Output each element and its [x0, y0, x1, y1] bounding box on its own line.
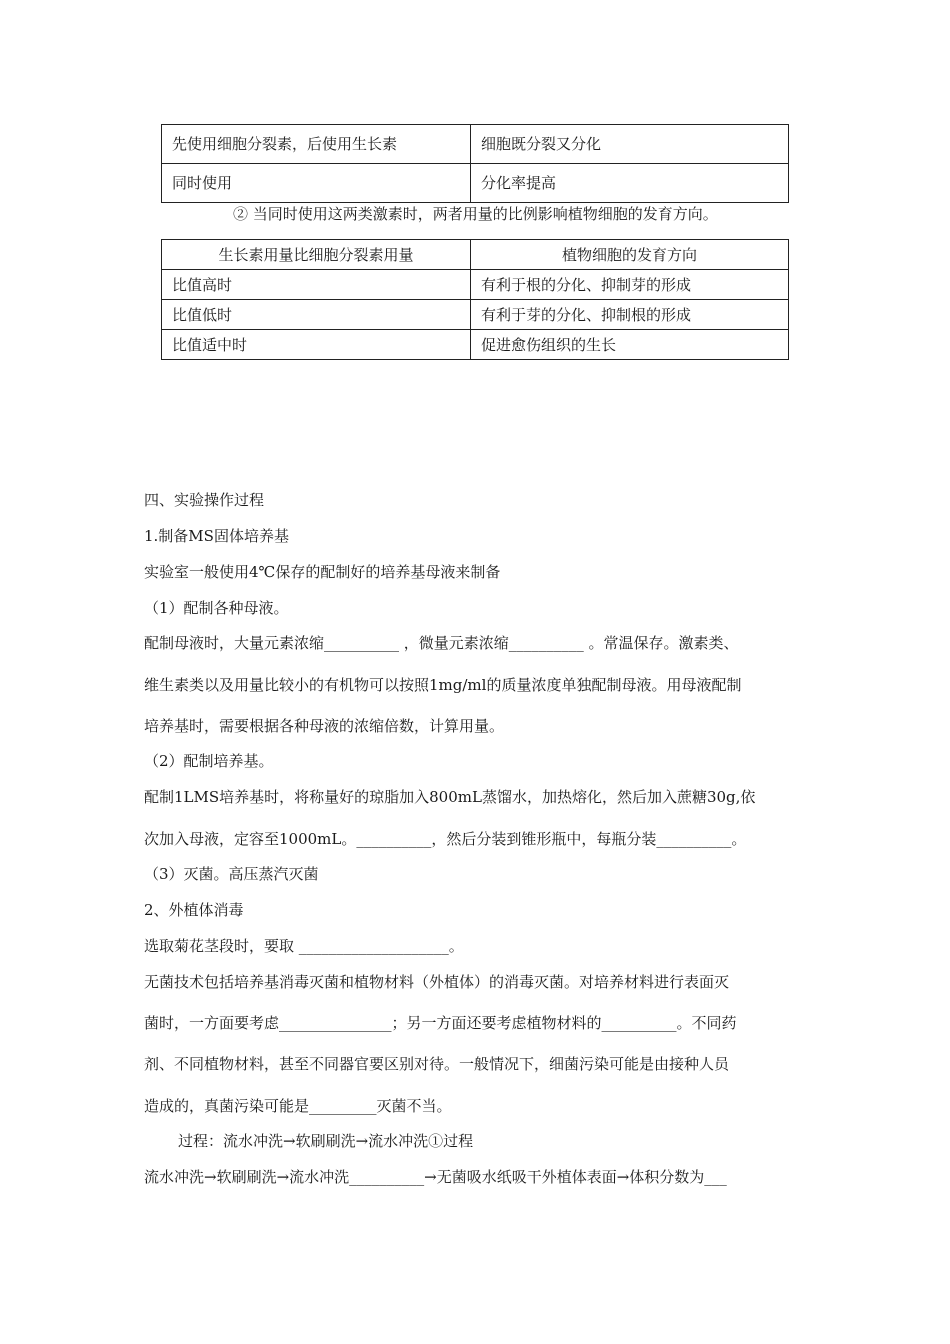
- paragraph-line: 维生素类以及用量比较小的有机物可以按照1mg/ml的质量浓度单独配制母液。用母液配制: [144, 676, 742, 694]
- table-row: [162, 270, 789, 300]
- table-cell: 分化率提高: [471, 164, 789, 203]
- paragraph-line: 无菌技术包括培养基消毒灭菌和植物材料（外植体）的消毒灭菌。对培养材料进行表面灭: [144, 973, 730, 991]
- table-header-cell: 植物细胞的发育方向: [471, 240, 789, 270]
- table-row: [162, 164, 789, 203]
- paragraph-line: 选取菊花茎段时，要取 ____________________。: [144, 937, 464, 955]
- table-cell: 细胞既分裂又分化: [471, 125, 789, 164]
- table-cell: 促进愈伤组织的生长: [471, 330, 789, 360]
- paragraph-line: 配制1LMS培养基时，将称量好的琼脂加入800mL蒸馏水，加热熔化，然后加入蔗糖30g,依: [144, 788, 756, 806]
- table-row: [162, 125, 789, 164]
- paragraph-line: 培养基时，需要根据各种母液的浓缩倍数，计算用量。: [144, 717, 505, 735]
- table-cell: 同时使用: [162, 164, 471, 203]
- table-cell: 有利于根的分化、抑制芽的形成: [471, 270, 789, 300]
- section-heading: 四、实验操作过程: [144, 491, 265, 509]
- paragraph-line: 剂、不同植物材料，甚至不同器官要区别对待。一般情况下，细菌污染可能是由接种人员: [144, 1055, 730, 1073]
- step-heading: （2）配制培养基。: [144, 752, 274, 770]
- paragraph-line: 造成的，真菌污染可能是_________灭菌不当。: [144, 1097, 452, 1115]
- step-heading: （1）配制各种母液。: [144, 599, 289, 617]
- table-header-cell: 生长素用量比细胞分裂素用量: [162, 240, 471, 270]
- paragraph-line: 配制母液时，大量元素浓缩__________ ，微量元素浓缩__________ 。常温保存。激素类、: [144, 634, 739, 652]
- table-header-row: [162, 240, 789, 270]
- paragraph-line: 实验室一般使用4℃保存的配制好的培养基母液来制备: [144, 563, 501, 581]
- table-cell: 比值低时: [162, 300, 471, 330]
- table-cell: 先使用细胞分裂素，后使用生长素: [162, 125, 471, 164]
- table-row: [162, 330, 789, 360]
- subsection-heading: 1.制备MS固体培养基: [144, 527, 289, 545]
- process-line: 流水冲洗→软刷刷洗→流水冲洗__________→无菌吸水纸吸干外植体表面→体积分数为___: [144, 1168, 727, 1186]
- table-cell: 有利于芽的分化、抑制根的形成: [471, 300, 789, 330]
- table-cell: 比值适中时: [162, 330, 471, 360]
- paragraph-line: 次加入母液，定容至1000mL。__________，然后分装到锥形瓶中，每瓶分装__________。: [144, 830, 747, 848]
- subsection-heading: 2、外植体消毒: [144, 901, 244, 919]
- process-line: 过程：流水冲洗→软刷刷洗→流水冲洗①过程: [178, 1132, 474, 1150]
- step-heading: （3）灭菌。高压蒸汽灭菌: [144, 865, 319, 883]
- table-cell: 比值高时: [162, 270, 471, 300]
- hormone-ratio-table: [161, 239, 789, 360]
- hormone-ratio-note: ② 当同时使用这两类激素时，两者用量的比例影响植物细胞的发育方向。: [233, 205, 718, 223]
- table-row: [162, 300, 789, 330]
- paragraph-line: 菌时，一方面要考虑_______________；另一方面还要考虑植物材料的__________。不同药: [144, 1014, 737, 1032]
- hormone-order-table: [161, 124, 789, 203]
